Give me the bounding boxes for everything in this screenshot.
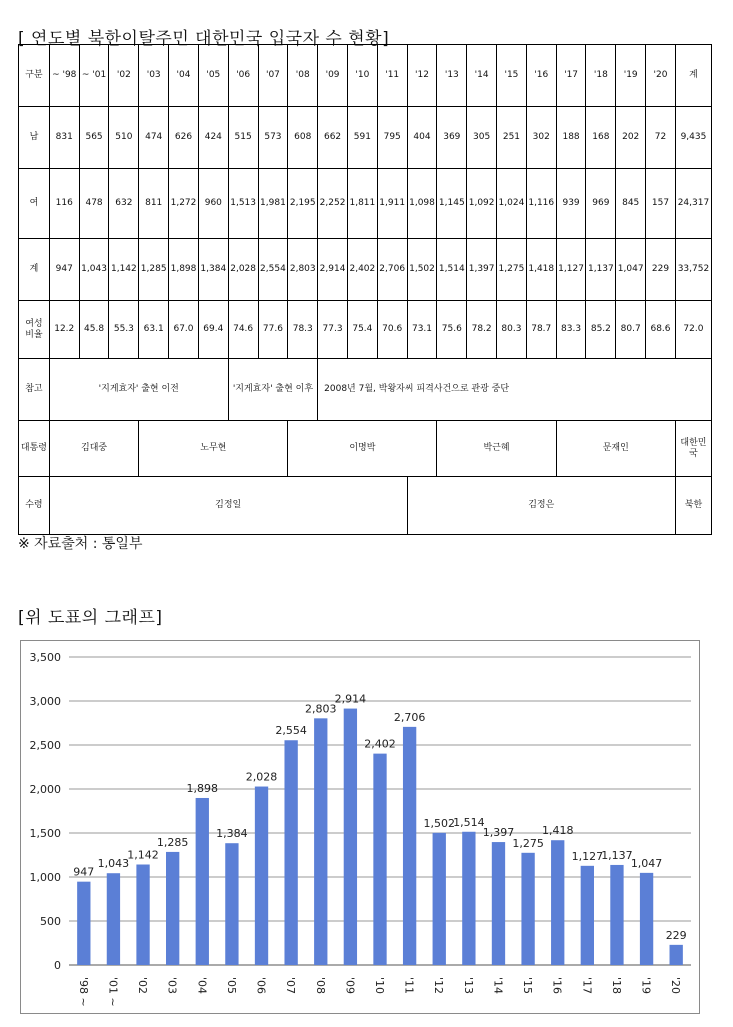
leader-label: 수령: [19, 477, 50, 535]
value-cell: 478: [79, 169, 109, 239]
table-title: [ 연도별 북한이탈주민 대한민국 입국자 수 현황]: [18, 29, 390, 49]
value-cell: 662: [318, 107, 348, 169]
value-cell: 626: [169, 107, 199, 169]
x-tick-label: '11: [402, 977, 416, 995]
value-cell: 77.6: [258, 301, 288, 359]
year-cell: '04: [169, 45, 199, 107]
year-cell: '07: [258, 45, 288, 107]
x-tick-label: '05: [224, 977, 238, 995]
bar: [670, 945, 683, 965]
value-cell: 2,402: [347, 239, 377, 301]
value-cell: 1,513: [228, 169, 258, 239]
value-cell: 302: [526, 107, 556, 169]
value-cell: 305: [467, 107, 497, 169]
data-label: 1,397: [482, 826, 515, 840]
value-cell-total: 9,435: [675, 107, 711, 169]
value-cell: 939: [556, 169, 586, 239]
x-tick-label: '04: [195, 977, 209, 995]
row-label: 여: [19, 169, 50, 239]
x-tick-label: '15: [521, 977, 535, 995]
value-cell: 1,911: [377, 169, 407, 239]
note-label: 참고: [19, 359, 50, 421]
value-cell: 2,914: [318, 239, 348, 301]
value-cell-total: 33,752: [675, 239, 711, 301]
year-cell: '06: [228, 45, 258, 107]
value-cell: 70.6: [377, 301, 407, 359]
value-cell: 1,285: [139, 239, 169, 301]
value-cell: 168: [586, 107, 616, 169]
value-cell: 1,137: [586, 239, 616, 301]
year-cell: '12: [407, 45, 437, 107]
bar: [225, 843, 238, 965]
data-label: 1,898: [186, 781, 219, 795]
president-country: 대한민국: [675, 421, 711, 477]
data-label: 1,137: [601, 848, 633, 862]
bar: [521, 853, 534, 965]
value-cell: 67.0: [169, 301, 199, 359]
value-cell: 229: [646, 239, 676, 301]
bar: [255, 787, 268, 965]
year-cell: '16: [526, 45, 556, 107]
x-tick-label: '03: [165, 977, 179, 995]
year-cell: '02: [109, 45, 139, 107]
graph-title: [위 도표의 그래프]: [18, 608, 163, 628]
x-tick-label: '01 ~: [106, 977, 120, 1007]
bar: [492, 842, 505, 965]
value-cell: 202: [616, 107, 646, 169]
bar: [166, 852, 179, 965]
value-cell: 510: [109, 107, 139, 169]
president-name: 김대중: [49, 421, 138, 477]
year-cell: '03: [139, 45, 169, 107]
y-tick-label: 3,000: [29, 695, 61, 708]
bar: [314, 718, 327, 965]
data-label: 1,514: [453, 815, 485, 829]
value-cell: 811: [139, 169, 169, 239]
value-cell: 424: [198, 107, 228, 169]
year-cell: '11: [377, 45, 407, 107]
y-tick-label: 1,500: [29, 827, 61, 840]
value-cell: 78.2: [467, 301, 497, 359]
value-cell: 1,418: [526, 239, 556, 301]
year-cell: '13: [437, 45, 467, 107]
data-label: 2,402: [364, 737, 396, 751]
data-label: 2,914: [334, 692, 367, 706]
value-cell: 2,803: [288, 239, 318, 301]
value-cell: 1,047: [616, 239, 646, 301]
value-cell: 1,384: [198, 239, 228, 301]
value-cell: 1,898: [169, 239, 199, 301]
value-cell: 80.7: [616, 301, 646, 359]
leader-name: 김정은: [407, 477, 675, 535]
bar: [107, 873, 120, 965]
president-name: 이명박: [288, 421, 437, 477]
value-cell: 960: [198, 169, 228, 239]
x-tick-label: '10: [373, 977, 386, 995]
data-label: 947: [73, 865, 95, 879]
bar: [136, 865, 149, 965]
bar: [581, 866, 594, 965]
header-label: 구분: [19, 45, 50, 107]
x-tick-label: '18: [609, 977, 623, 995]
note-after: '지게효자' 출현 이후: [228, 359, 317, 421]
x-tick-label: '98 ~: [76, 977, 90, 1007]
value-cell: 404: [407, 107, 437, 169]
year-cell: ~ '01: [79, 45, 109, 107]
president-name: 노무현: [139, 421, 288, 477]
x-tick-label: '17: [580, 977, 594, 995]
bar: [551, 840, 564, 965]
president-name: 문재인: [556, 421, 675, 477]
value-cell: 1,145: [437, 169, 467, 239]
leader-country: 북한: [675, 477, 711, 535]
value-cell: 55.3: [109, 301, 139, 359]
value-cell: 77.3: [318, 301, 348, 359]
value-cell: 2,252: [318, 169, 348, 239]
leader-row: [19, 477, 712, 535]
table-row-total: [19, 239, 712, 301]
value-cell: 85.2: [586, 301, 616, 359]
year-cell: '10: [347, 45, 377, 107]
x-tick-label: '09: [343, 977, 357, 995]
value-cell: 63.1: [139, 301, 169, 359]
year-cell: ~ '98: [49, 45, 79, 107]
value-cell: 2,706: [377, 239, 407, 301]
data-label: 1,502: [423, 816, 455, 830]
x-tick-label: '07: [284, 977, 298, 995]
value-cell: 73.1: [407, 301, 437, 359]
value-cell: 1,024: [497, 169, 527, 239]
year-cell: '08: [288, 45, 318, 107]
value-cell: 573: [258, 107, 288, 169]
value-cell: 1,116: [526, 169, 556, 239]
year-cell: '18: [586, 45, 616, 107]
value-cell: 795: [377, 107, 407, 169]
bar: [196, 798, 209, 965]
bar: [610, 865, 623, 965]
value-cell: 369: [437, 107, 467, 169]
value-cell-total: 72.0: [675, 301, 711, 359]
value-cell: 1,272: [169, 169, 199, 239]
data-label: 229: [665, 928, 687, 942]
y-tick-label: 2,000: [29, 783, 61, 796]
value-cell: 78.3: [288, 301, 318, 359]
x-tick-label: '20: [669, 977, 683, 995]
year-cell: '19: [616, 45, 646, 107]
value-cell: 72: [646, 107, 676, 169]
value-cell: 969: [586, 169, 616, 239]
y-tick-label: 0: [54, 959, 61, 972]
value-cell: 157: [646, 169, 676, 239]
value-cell: 515: [228, 107, 258, 169]
value-cell: 12.2: [49, 301, 79, 359]
x-tick-label: '08: [313, 977, 327, 995]
value-cell: 1,502: [407, 239, 437, 301]
bar: [640, 873, 653, 965]
data-label: 2,028: [245, 770, 278, 784]
x-tick-label: '02: [136, 977, 150, 995]
data-label: 1,127: [571, 849, 604, 863]
value-cell: 45.8: [79, 301, 109, 359]
value-cell: 188: [556, 107, 586, 169]
data-label: 2,803: [305, 702, 337, 716]
y-tick-label: 2,500: [29, 739, 61, 752]
value-cell: 845: [616, 169, 646, 239]
chart-frame: [20, 640, 700, 1014]
value-cell: 947: [49, 239, 79, 301]
value-cell: 78.7: [526, 301, 556, 359]
bar-chart: [21, 641, 699, 1013]
x-tick-label: '19: [639, 977, 653, 995]
bar: [284, 740, 297, 965]
table-row-male: [19, 107, 712, 169]
data-label: 1,384: [216, 827, 248, 841]
row-label: 남: [19, 107, 50, 169]
value-cell: 2,195: [288, 169, 318, 239]
data-label: 1,285: [156, 835, 189, 849]
value-cell: 1,127: [556, 239, 586, 301]
value-cell: 1,397: [467, 239, 497, 301]
value-cell: 831: [49, 107, 79, 169]
president-label: 대통령: [19, 421, 50, 477]
value-cell: 608: [288, 107, 318, 169]
year-cell: '20: [646, 45, 676, 107]
table-row-female-ratio: [19, 301, 712, 359]
x-tick-label: '13: [461, 977, 475, 995]
value-cell: 1,981: [258, 169, 288, 239]
year-cell: '15: [497, 45, 527, 107]
y-tick-label: 1,000: [29, 871, 61, 884]
value-cell: 75.6: [437, 301, 467, 359]
x-tick-label: '12: [432, 977, 446, 995]
value-cell-total: 24,317: [675, 169, 711, 239]
value-cell: 251: [497, 107, 527, 169]
value-cell: 2,554: [258, 239, 288, 301]
note-before: '지게효자' 출현 이전: [49, 359, 228, 421]
year-cell: '14: [467, 45, 497, 107]
data-label: 1,275: [512, 836, 544, 850]
value-cell: 1,092: [467, 169, 497, 239]
year-cell: '17: [556, 45, 586, 107]
table-row-female: [19, 169, 712, 239]
note-row: [19, 359, 712, 421]
arrivals-table: [18, 44, 712, 535]
data-label: 2,706: [393, 710, 426, 724]
data-label: 1,142: [127, 848, 159, 862]
note-event: 2008년 7월, 박왕자씨 피격사건으로 관광 중단: [318, 359, 712, 421]
value-cell: 74.6: [228, 301, 258, 359]
value-cell: 2,028: [228, 239, 258, 301]
value-cell: 591: [347, 107, 377, 169]
data-label: 1,418: [541, 824, 574, 838]
row-label: 계: [19, 239, 50, 301]
value-cell: 80.3: [497, 301, 527, 359]
value-cell: 565: [79, 107, 109, 169]
value-cell: 69.4: [198, 301, 228, 359]
value-cell: 116: [49, 169, 79, 239]
value-cell: 632: [109, 169, 139, 239]
x-tick-label: '16: [550, 977, 564, 995]
bar: [462, 832, 475, 965]
president-name: 박근혜: [437, 421, 556, 477]
value-cell: 474: [139, 107, 169, 169]
y-tick-label: 3,500: [29, 651, 61, 664]
bar: [77, 882, 90, 965]
value-cell: 83.3: [556, 301, 586, 359]
year-cell-total: 계: [675, 45, 711, 107]
bar: [433, 833, 446, 965]
value-cell: 1,142: [109, 239, 139, 301]
year-header-row: [19, 45, 712, 107]
y-tick-label: 500: [40, 915, 61, 928]
bar: [373, 754, 386, 965]
value-cell: 1,098: [407, 169, 437, 239]
value-cell: 1,811: [347, 169, 377, 239]
row-label: 여성 비율: [19, 301, 50, 359]
bar: [403, 727, 416, 965]
leader-name: 김정일: [49, 477, 407, 535]
source-note: ※ 자료출처 : 통일부: [18, 536, 143, 552]
value-cell: 75.4: [347, 301, 377, 359]
value-cell: 68.6: [646, 301, 676, 359]
x-tick-label: '14: [491, 977, 505, 995]
president-row: [19, 421, 712, 477]
x-tick-label: '06: [254, 977, 268, 995]
data-label: 1,047: [630, 856, 663, 870]
value-cell: 1,043: [79, 239, 109, 301]
value-cell: 1,514: [437, 239, 467, 301]
value-cell: 1,275: [497, 239, 527, 301]
year-cell: '05: [198, 45, 228, 107]
bar: [344, 709, 357, 965]
data-label: 1,043: [97, 857, 130, 871]
year-cell: '09: [318, 45, 348, 107]
data-label: 2,554: [275, 724, 307, 738]
